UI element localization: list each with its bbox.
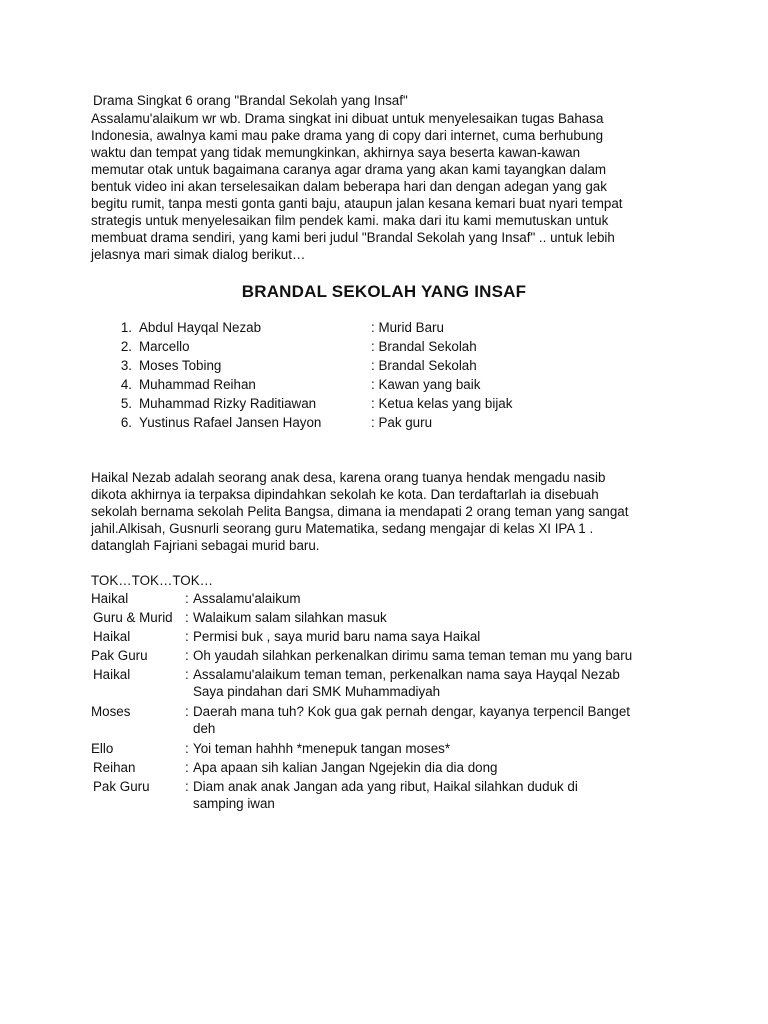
dialog-text-line: samping iwan — [193, 796, 275, 811]
intro-line: jelasnya mari simak dialog berikut… — [91, 247, 306, 262]
dialog-line — [91, 703, 711, 737]
dialog-speaker: Moses — [91, 704, 131, 719]
dialog-colon: : — [185, 591, 189, 606]
dialog-text-line: Assalamu'alaikum teman teman, perkenalkan nama saya Hayqal Nezab — [193, 667, 620, 682]
dialog-speaker: Pak Guru — [93, 779, 150, 794]
dialog-text — [193, 759, 711, 776]
narration-line: datanglah Fajriani sebagai murid baru. — [91, 538, 320, 553]
cast-number: 4. — [120, 377, 132, 392]
cast-role: : Pak guru — [371, 415, 433, 430]
intro-line: begitu rumit, tanpa mesti gonta ganti baju, ataupun jalan kesana kemari buat nyari tempat — [91, 196, 623, 211]
dialog-text — [193, 609, 711, 626]
cast-name: Yustinus Rafael Jansen Hayon — [139, 415, 322, 430]
dialog-colon: : — [185, 667, 189, 682]
cast-name: Muhammad Reihan — [139, 377, 256, 392]
dialog-text-line: Apa apaan sih kalian Jangan Ngejekin dia dia dong — [193, 760, 498, 775]
dialog-speaker: Haikal — [91, 591, 129, 606]
intro-line: Indonesia, awalnya kami mau pake drama yang di copy dari internet, cuma berhubung — [91, 128, 604, 143]
dialog-line — [91, 628, 711, 645]
dialog-speaker: Guru & Murid — [93, 610, 173, 625]
cast-number: 3. — [120, 358, 132, 373]
dialog-line — [91, 590, 711, 607]
dialog-text — [193, 628, 711, 645]
narration-line: sekolah bernama sekolah Pelita Bangsa, dimana ia mendapati 2 orang teman yang sangat — [91, 504, 629, 519]
dialog-colon: : — [185, 779, 189, 794]
cast-role: : Kawan yang baik — [371, 377, 481, 392]
dialog-speaker: Haikal — [93, 667, 131, 682]
dialog-speaker: Haikal — [93, 629, 131, 644]
cast-row — [114, 319, 614, 338]
dialog-text-line: Walaikum salam silahkan masuk — [193, 610, 387, 625]
intro-line: membuat drama sendiri, yang kami beri judul "Brandal Sekolah yang Insaf" .. untuk lebih — [91, 230, 615, 245]
intro-line: waktu dan tempat yang tidak memungkinkan, akhirnya saya beserta kawan-kawan — [91, 145, 581, 160]
dialog-text-line: deh — [193, 721, 216, 736]
dialog-text-line: Yoi teman hahhh *menepuk tangan moses* — [193, 741, 451, 756]
dialog-line — [91, 647, 711, 664]
dialog-text — [193, 703, 711, 737]
intro-line: bentuk video ini akan terselesaikan dalam beberapa hari dan dengan adegan yang gak — [91, 179, 607, 194]
cast-row — [114, 395, 614, 414]
dialog-text-line: Permisi buk , saya murid baru nama saya Haikal — [193, 629, 481, 644]
cast-row — [114, 414, 614, 433]
dialog-text — [193, 666, 711, 700]
dialog-colon: : — [185, 704, 189, 719]
cast-number: 2. — [120, 339, 132, 354]
cast-name: Abdul Hayqal Nezab — [139, 320, 262, 335]
narration-paragraph — [91, 469, 691, 554]
dialog-text-line: Oh yaudah silahkan perkenalkan dirimu sama teman teman mu yang baru — [193, 648, 633, 663]
narration-line: Haikal Nezab adalah seorang anak desa, karena orang tuanya hendak mengadu nasib — [91, 470, 606, 485]
intro-paragraph — [91, 110, 671, 263]
dialog-text — [193, 590, 711, 607]
dialog-line — [91, 759, 711, 776]
dialog-speaker: Ello — [91, 741, 114, 756]
cast-row — [114, 338, 614, 357]
dialog-script — [91, 590, 711, 815]
cast-list — [114, 319, 614, 433]
dialog-colon: : — [185, 610, 189, 625]
dialog-line — [91, 609, 711, 626]
dialog-colon: : — [185, 760, 189, 775]
dialog-text — [193, 740, 711, 757]
cast-row — [114, 357, 614, 376]
cast-number: 6. — [120, 415, 132, 430]
dialog-text — [193, 647, 711, 664]
narration-line: jahil.Alkisah, Gusnurli seorang guru Matematika, sedang mengajar di kelas XI IPA 1 . — [91, 521, 594, 536]
intro-line: Assalamu'alaikum wr wb. Drama singkat ini dibuat untuk menyelesaikan tugas Bahasa — [91, 111, 604, 126]
cast-role: : Ketua kelas yang bijak — [371, 396, 513, 411]
dialog-text-line: Diam anak anak Jangan ada yang ribut, Haikal silahkan duduk di — [193, 779, 578, 794]
drama-heading: BRANDAL SEKOLAH YANG INSAF — [241, 282, 527, 301]
dialog-line — [91, 666, 711, 700]
cast-name: Muhammad Rizky Raditiawan — [139, 396, 317, 411]
dialog-text-line: Assalamu'alaikum — [193, 591, 301, 606]
dialog-colon: : — [185, 741, 189, 756]
cast-name: Marcello — [139, 339, 190, 354]
intro-line: strategis untuk menyelesaikan film pendek kami. maka dari itu kami memutuskan untuk — [91, 213, 609, 228]
dialog-speaker: Pak Guru — [91, 648, 148, 663]
dialog-line — [91, 778, 711, 812]
document-title: Drama Singkat 6 orang "Brandal Sekolah yang Insaf" — [93, 93, 408, 108]
intro-line: memutar otak untuk bagaimana caranya agar drama yang akan kami tayangkan dalam — [91, 162, 607, 177]
cast-row — [114, 376, 614, 395]
cast-number: 5. — [120, 396, 132, 411]
cast-role: : Murid Baru — [371, 320, 444, 335]
dialog-colon: : — [185, 648, 189, 663]
dialog-colon: : — [185, 629, 189, 644]
sound-effect-text: TOK…TOK…TOK… — [91, 573, 214, 588]
cast-name: Moses Tobing — [139, 358, 222, 373]
dialog-text — [193, 778, 711, 812]
dialog-text-line: Daerah mana tuh? Kok gua gak pernah dengar, kayanya terpencil Banget — [193, 704, 630, 719]
cast-role: : Brandal Sekolah — [371, 339, 477, 354]
cast-role: : Brandal Sekolah — [371, 358, 477, 373]
dialog-line — [91, 740, 711, 757]
narration-line: dikota akhirnya ia terpaksa dipindahkan sekolah ke kota. Dan terdaftarlah ia disebuah — [91, 487, 599, 502]
cast-number: 1. — [120, 320, 132, 335]
dialog-speaker: Reihan — [93, 760, 136, 775]
dialog-text-line: Saya pindahan dari SMK Muhammadiyah — [193, 684, 441, 699]
